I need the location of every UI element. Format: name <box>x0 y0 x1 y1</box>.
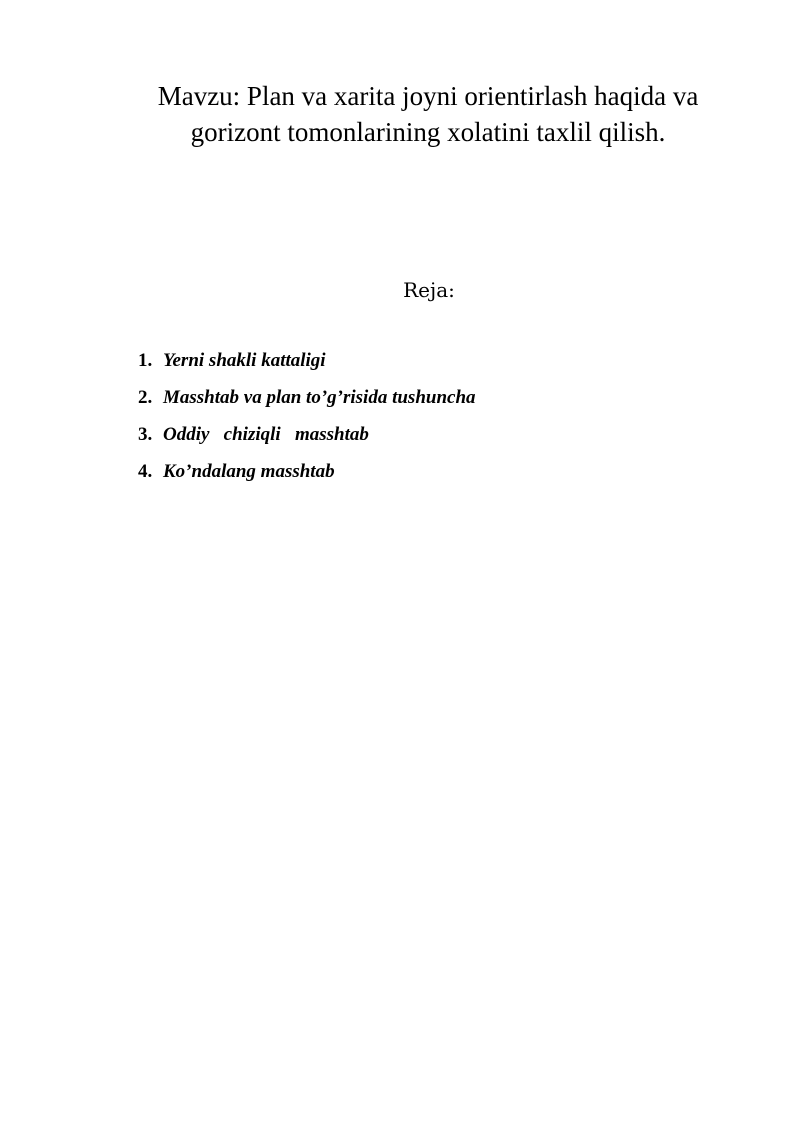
plan-item-text: Ko’ndalang masshtab <box>163 461 335 482</box>
plan-item <box>138 348 476 385</box>
plan-item-text: Yerni shakli kattaligi <box>163 350 326 371</box>
plan-item <box>138 385 476 422</box>
plan-item <box>138 422 476 459</box>
plan-list <box>138 348 476 496</box>
title-line-2: gorizont tomonlarining xolatini taxlil qilish. <box>190 117 666 147</box>
document-title <box>110 78 746 150</box>
title-line-1: Mavzu: Plan va xarita joyni orientirlash haqida va <box>157 81 699 111</box>
plan-item-number: 2. <box>138 387 153 408</box>
plan-item <box>138 459 476 496</box>
plan-item-number: 3. <box>138 424 153 445</box>
plan-item-text: Oddiy chiziqli masshtab <box>163 424 369 445</box>
plan-item-number: 4. <box>138 461 153 482</box>
plan-heading: Reja: <box>403 278 455 302</box>
plan-item-number: 1. <box>138 350 153 371</box>
plan-item-text: Masshtab va plan to’g’risida tushuncha <box>163 387 476 408</box>
